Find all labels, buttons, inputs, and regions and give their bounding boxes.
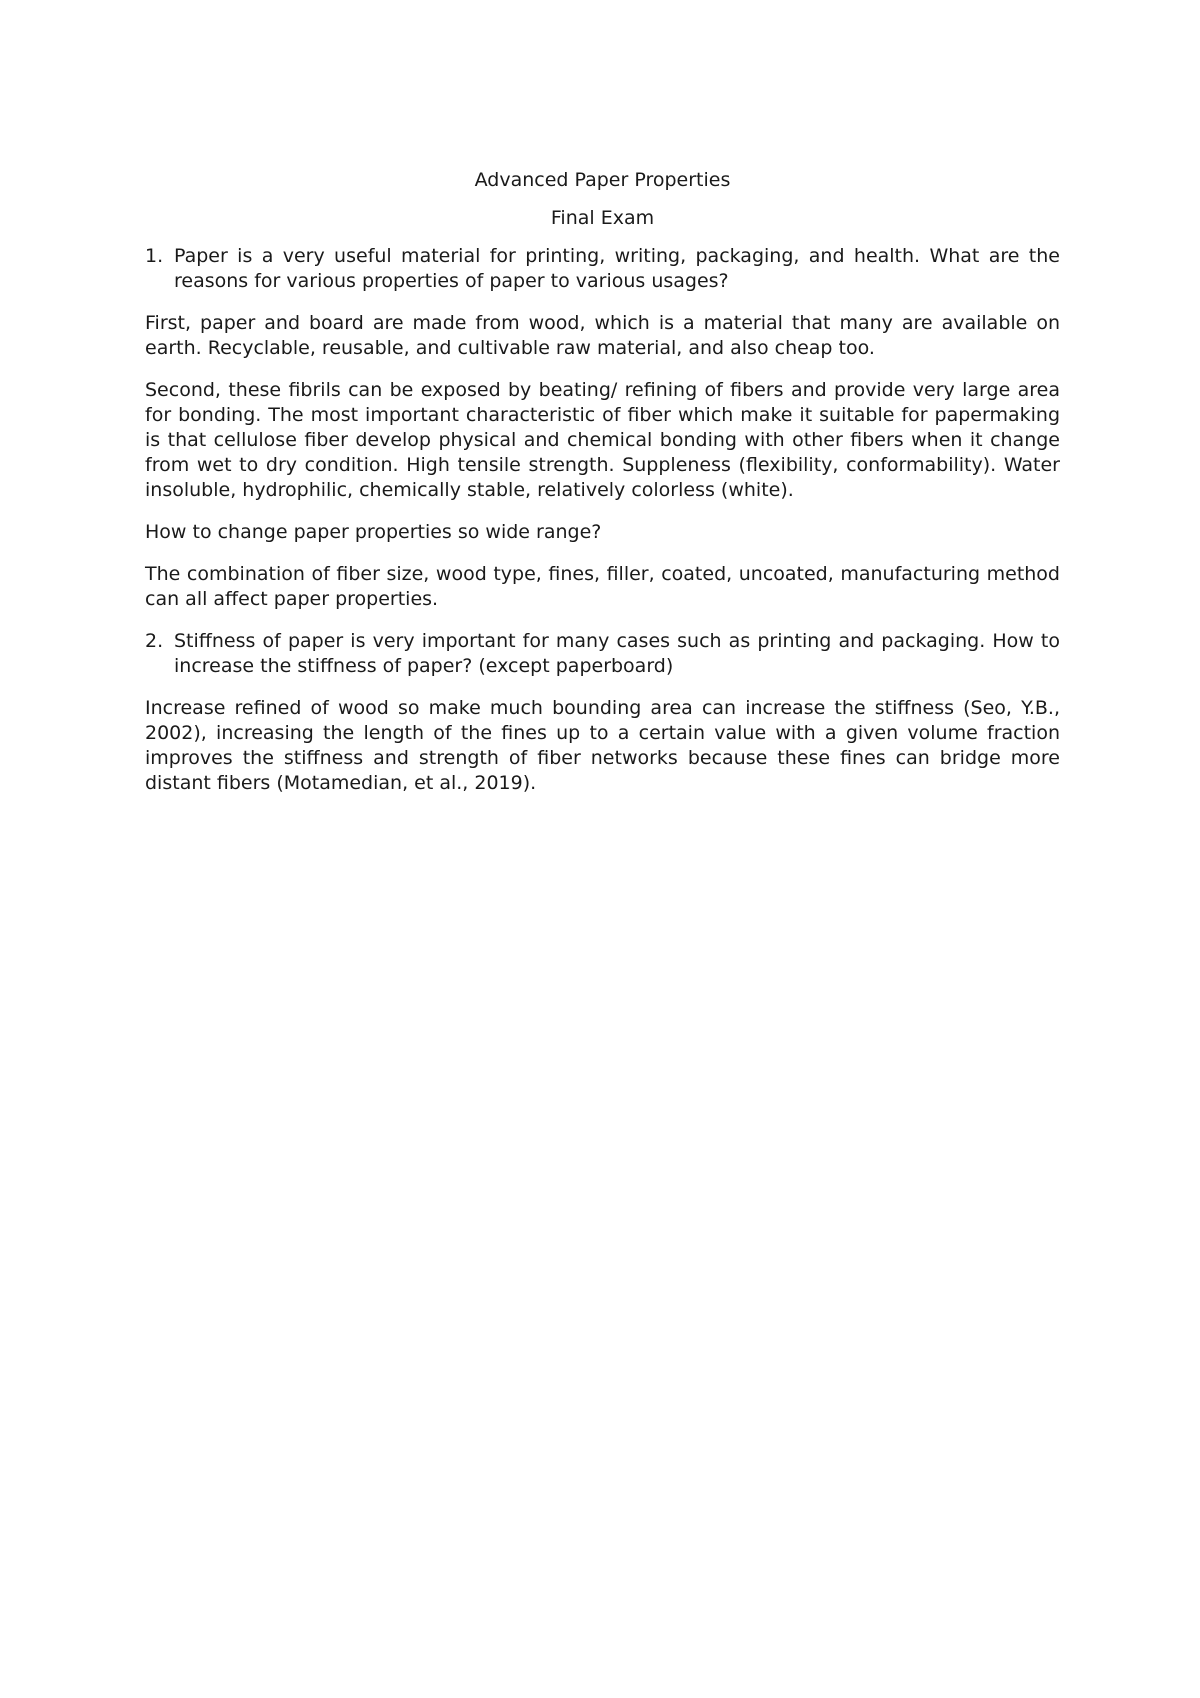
- question-2: [145, 629, 1060, 679]
- question-2-number: 2.: [145, 630, 164, 652]
- document-title: Advanced Paper Properties: [474, 169, 731, 191]
- document-subtitle: Final Exam: [550, 207, 655, 229]
- answer-paragraph-1: First, paper and board are made from wood, which is a material that many are available on earth. Recyclable, reusable, and cultivable raw material, and also cheap too.: [145, 312, 1060, 359]
- answer-paragraph-5: Increase refined of wood so make much bounding area can increase the stiffness (Seo, Y.B., 2002), increasing the length of the fines up to a certain value with a given volume fraction improves the stiffness and strength of fiber networks because these fines can bridge more distant fibers (Motamedian, et al., 2019).: [145, 697, 1060, 794]
- answer-paragraph-3: How to change paper properties so wide range?: [145, 521, 602, 543]
- question-1: [145, 244, 1060, 294]
- answer-paragraph-2: Second, these fibrils can be exposed by beating/ refining of fibers and provide very large area for bonding. The most important characteristic of fiber which make it suitable for papermaking is that cellulose fiber develop physical and chemical bonding with other fibers when it change from wet to dry condition. High tensile strength. Suppleness (flexibility, conformability). Water insoluble, hydrophilic, chemically stable, relatively colorless (white).: [145, 379, 1060, 501]
- question-2-text: Stiffness of paper is very important for many cases such as printing and packaging. How to increase the stiffness of paper? (except paperboard): [174, 630, 1060, 677]
- document-body: [145, 168, 1060, 813]
- answer-paragraph-4: The combination of fiber size, wood type, fines, filler, coated, uncoated, manufacturing method can all affect paper properties.: [145, 563, 1060, 610]
- question-1-text: Paper is a very useful material for printing, writing, packaging, and health. What are the reasons for various properties of paper to various usages?: [174, 245, 1060, 292]
- question-1-number: 1.: [145, 245, 164, 267]
